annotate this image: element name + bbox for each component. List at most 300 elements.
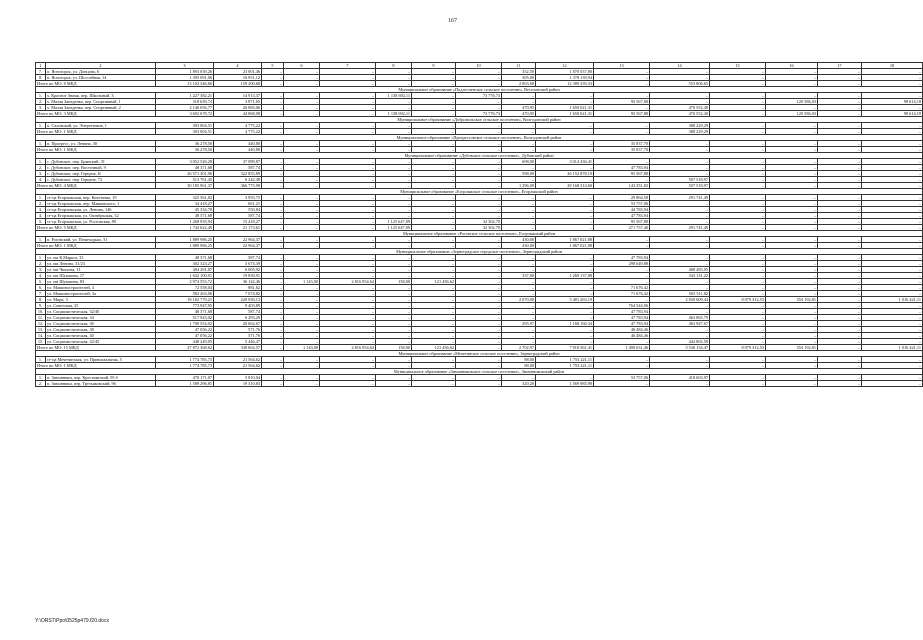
value-cell: – [456, 261, 502, 267]
value-cell: – [456, 195, 502, 201]
total-cell: – [284, 225, 320, 231]
value-cell: – [376, 207, 412, 213]
total-cell: – [502, 225, 536, 231]
total-label: Итого по МО: 15 МКД [36, 345, 156, 351]
value-cell: – [594, 273, 650, 279]
value-cell: – [862, 357, 923, 363]
value-cell: – [650, 75, 710, 81]
total-cell: – [284, 363, 320, 369]
value-cell: – [456, 375, 502, 381]
value-cell: – [502, 339, 536, 345]
value-cell: – [284, 165, 320, 171]
value-cell: – [536, 123, 594, 129]
total-cell: 338 664,57 [214, 345, 262, 351]
total-cell: 2 803,68 [502, 81, 536, 87]
value-cell: 322 855,89 [214, 171, 262, 177]
value-cell: – [456, 285, 502, 291]
value-cell: – [862, 165, 923, 171]
value-cell: – [284, 357, 320, 363]
value-cell: – [320, 207, 376, 213]
value-cell: – [536, 99, 594, 105]
value-cell: 53 757,06 [594, 375, 650, 381]
column-number: 16 [766, 63, 818, 69]
value-cell: – [320, 261, 376, 267]
value-cell: – [766, 207, 818, 213]
total-cell: – [862, 243, 923, 249]
total-cell: 1 016 421,11 [862, 345, 923, 351]
value-cell: – [456, 339, 502, 345]
total-cell: – [456, 363, 502, 369]
total-cell: 1 490 631,46 [594, 345, 650, 351]
value-cell: – [818, 285, 862, 291]
value-cell: – [862, 279, 923, 285]
total-label: Итого по МО: 1 МКД [36, 243, 156, 249]
value-cell: 29 864,58 [594, 195, 650, 201]
row-number: 12. [36, 321, 46, 327]
row-number: 5. [36, 219, 46, 225]
total-cell: – [710, 183, 766, 189]
value-cell: – [766, 165, 818, 171]
value-cell: 3 955,75 [214, 195, 262, 201]
section-title: Муниципальное образование «Дубовское сельское поселение», Дубовский район [36, 153, 923, 159]
value-cell: – [262, 255, 284, 261]
value-cell: – [766, 291, 818, 297]
value-cell: – [320, 291, 376, 297]
value-cell: – [594, 237, 650, 243]
value-cell: – [320, 285, 376, 291]
value-cell: – [818, 339, 862, 345]
value-cell: – [650, 69, 710, 75]
value-cell: 773 947,95 [156, 303, 214, 309]
column-number: 14 [650, 63, 710, 69]
value-cell: – [502, 165, 536, 171]
value-cell: – [818, 375, 862, 381]
value-cell: – [766, 315, 818, 321]
total-cell: – [284, 81, 320, 87]
value-cell: – [710, 333, 766, 339]
value-cell: – [594, 177, 650, 183]
value-cell: – [284, 141, 320, 147]
value-cell: – [710, 165, 766, 171]
row-number: 3. [36, 267, 46, 273]
value-cell: – [818, 99, 862, 105]
total-cell: – [710, 225, 766, 231]
value-cell: 2 146 656,77 [156, 105, 214, 111]
value-cell: – [376, 255, 412, 261]
address-cell: с. Дубовское, пер. Восточный, 9 [46, 165, 156, 171]
value-cell: – [262, 171, 284, 177]
value-cell: – [262, 273, 284, 279]
address-cell: ул. Социалистическая, 40 [46, 333, 156, 339]
value-cell: – [862, 159, 923, 165]
value-cell: 46 484,46 [594, 327, 650, 333]
value-cell: – [284, 177, 320, 183]
total-cell: – [412, 183, 456, 189]
value-cell: – [650, 201, 710, 207]
value-cell: 3 052 526,28 [156, 159, 214, 165]
value-cell: – [766, 357, 818, 363]
total-cell: – [502, 129, 536, 135]
value-cell: – [862, 375, 923, 381]
total-cell: – [262, 129, 284, 135]
total-cell: 470,95 [502, 111, 536, 117]
column-number: 17 [818, 63, 862, 69]
value-cell: 48 371,68 [156, 213, 214, 219]
value-cell: – [650, 219, 710, 225]
value-cell: – [710, 279, 766, 285]
total-cell: – [456, 183, 502, 189]
total-cell: – [320, 183, 376, 189]
address-cell: ст-ца Егорлыкская, пер. Маяковского, 1 [46, 201, 156, 207]
total-cell: 12 389 339,33 [536, 81, 594, 87]
value-cell: 764 544,06 [594, 303, 650, 309]
value-cell: – [456, 291, 502, 297]
total-cell: – [320, 147, 376, 153]
total-cell: 35 837,70 [594, 147, 650, 153]
total-cell: – [456, 147, 502, 153]
value-cell: – [766, 321, 818, 327]
value-cell: – [284, 267, 320, 273]
value-cell: – [376, 339, 412, 345]
total-cell: 271 757,40 [594, 225, 650, 231]
value-cell: – [862, 381, 923, 387]
value-cell: 1 569 985,98 [536, 381, 594, 387]
column-number: 5 [262, 63, 284, 69]
address-cell: п. Зимовники, пер. Крестьянский, 95 б [46, 375, 156, 381]
value-cell: – [502, 285, 536, 291]
value-cell: 158,00 [376, 279, 412, 285]
value-cell: 1 378 139,94 [536, 75, 594, 81]
value-cell: – [284, 297, 320, 303]
value-cell: – [818, 261, 862, 267]
value-cell: – [710, 237, 766, 243]
address-cell: п. Ясногорск, ул. Донцова, 6 [46, 69, 156, 75]
row-number: 8. [36, 75, 46, 81]
value-cell: – [412, 159, 456, 165]
value-cell: – [710, 315, 766, 321]
value-cell: – [284, 201, 320, 207]
value-cell: – [766, 93, 818, 99]
value-cell: – [766, 171, 818, 177]
value-cell: 298 649,88 [594, 261, 650, 267]
value-cell: – [650, 303, 710, 309]
total-cell: 1 143,00 [284, 345, 320, 351]
total-cell: – [818, 111, 862, 117]
value-cell: 550,84 [214, 207, 262, 213]
total-cell: 5 536 154,47 [650, 345, 710, 351]
column-number: 15 [710, 63, 766, 69]
value-cell: – [456, 99, 502, 105]
value-cell: – [650, 309, 710, 315]
value-cell: 15 418,27 [214, 219, 262, 225]
total-cell: 159 200,68 [214, 81, 262, 87]
value-cell: – [818, 237, 862, 243]
value-cell: – [710, 267, 766, 273]
value-cell: – [284, 69, 320, 75]
total-cell: – [862, 183, 923, 189]
value-cell: – [862, 195, 923, 201]
row-number: 2. [36, 201, 46, 207]
value-cell: – [766, 267, 818, 273]
column-number: 13 [594, 63, 650, 69]
total-cell: – [650, 243, 710, 249]
total-cell: – [376, 129, 412, 135]
value-cell: 48 371,68 [156, 309, 214, 315]
value-cell: 463 947,67 [650, 321, 710, 327]
value-cell: – [412, 273, 456, 279]
value-cell: – [594, 69, 650, 75]
value-cell: 1 395 091,06 [156, 75, 214, 81]
total-cell: 13 102 346,66 [156, 81, 214, 87]
value-cell: – [536, 279, 594, 285]
row-number: 2. [36, 261, 46, 267]
value-cell: – [710, 207, 766, 213]
value-cell: – [502, 315, 536, 321]
value-cell: – [502, 123, 536, 129]
value-cell: – [710, 219, 766, 225]
value-cell: – [376, 267, 412, 273]
row-number: 4. [36, 177, 46, 183]
value-cell: – [818, 195, 862, 201]
value-cell: – [766, 213, 818, 219]
address-cell: ул. Социалистическая, 42/45 [46, 339, 156, 345]
file-path-footer: Y:\ORST\Ppo\0525p479.f20.docx [35, 618, 109, 624]
total-cell: – [710, 243, 766, 249]
total-cell: 393 004,51 [156, 129, 214, 135]
value-cell: – [594, 357, 650, 363]
value-cell: – [262, 177, 284, 183]
value-cell: – [320, 141, 376, 147]
address-cell: х. Красное Знамя, пер. Школьный, 3 [46, 93, 156, 99]
column-number: 3 [156, 63, 214, 69]
value-cell: 26 152 878,19 [536, 171, 594, 177]
total-cell: 1 753 221,11 [536, 363, 594, 369]
value-cell: 352,50 [502, 69, 536, 75]
value-cell: – [710, 375, 766, 381]
address-cell: п. Ясногорск, ул. Шоссейная, 14 [46, 75, 156, 81]
value-cell: – [412, 99, 456, 105]
value-cell: – [284, 381, 320, 387]
value-cell: 442 802,58 [650, 339, 710, 345]
value-cell: – [412, 69, 456, 75]
total-cell: – [594, 81, 650, 87]
section-title: Муниципальное образование «Роговское сельское поселение», Егорлыкский район [36, 231, 923, 237]
value-cell: – [862, 141, 923, 147]
value-cell: – [412, 309, 456, 315]
value-cell: – [502, 279, 536, 285]
total-cell: 4 775,22 [214, 129, 262, 135]
row-number: 4. [36, 273, 46, 279]
value-cell: 587,74 [214, 309, 262, 315]
column-number: 18 [862, 63, 923, 69]
value-cell: – [766, 261, 818, 267]
value-cell: – [536, 165, 594, 171]
address-cell: п. Роговский, ул. Пешеходько, 31 [46, 237, 156, 243]
total-cell: – [710, 147, 766, 153]
value-cell: 1 125 647,09 [376, 219, 412, 225]
value-cell: – [412, 207, 456, 213]
value-cell: – [412, 381, 456, 387]
value-cell: 3 673,39 [214, 261, 262, 267]
total-cell: – [766, 129, 818, 135]
total-cell: – [262, 147, 284, 153]
value-cell: – [320, 165, 376, 171]
value-cell: – [536, 207, 594, 213]
value-cell: – [536, 303, 594, 309]
value-cell: – [766, 255, 818, 261]
value-cell: – [376, 333, 412, 339]
total-cell: – [502, 147, 536, 153]
value-cell: – [818, 75, 862, 81]
value-cell: 19 310,83 [214, 381, 262, 387]
value-cell: 295,97 [502, 321, 536, 327]
value-cell: – [650, 381, 710, 387]
value-cell: – [376, 141, 412, 147]
value-cell: – [818, 213, 862, 219]
total-cell: 143 351,82 [594, 183, 650, 189]
total-label: Итого по МО: 3 МКД [36, 111, 156, 117]
value-cell: – [536, 375, 594, 381]
total-cell: 1 296,00 [502, 183, 536, 189]
value-cell: – [818, 219, 862, 225]
value-cell: 2 974 553,72 [156, 279, 214, 285]
value-cell: – [262, 201, 284, 207]
column-number: 1 [36, 63, 46, 69]
total-cell: – [862, 129, 923, 135]
row-number: 8. [36, 297, 46, 303]
value-cell: – [376, 213, 412, 219]
value-cell: – [412, 315, 456, 321]
value-cell: – [502, 333, 536, 339]
value-cell: – [262, 297, 284, 303]
value-cell: – [376, 321, 412, 327]
total-cell: – [594, 363, 650, 369]
value-cell: – [320, 99, 376, 105]
value-cell: – [320, 255, 376, 261]
value-cell: 320,20 [502, 381, 536, 387]
value-cell: 32 302,70 [456, 219, 502, 225]
value-cell: – [862, 333, 923, 339]
value-cell: – [818, 165, 862, 171]
value-cell: – [536, 255, 594, 261]
value-cell: 448 249,05 [156, 339, 214, 345]
value-cell: – [320, 177, 376, 183]
row-number: 6. [36, 285, 46, 291]
value-cell: – [284, 303, 320, 309]
value-cell: – [818, 141, 862, 147]
total-cell: – [376, 183, 412, 189]
address-cell: ул. им Ленина, 31/23 [46, 261, 156, 267]
value-cell: – [456, 159, 502, 165]
value-cell: 35 837,70 [594, 141, 650, 147]
total-cell: – [262, 81, 284, 87]
value-cell: 23 001,46 [214, 69, 262, 75]
value-cell: – [862, 267, 923, 273]
value-cell: – [818, 207, 862, 213]
value-cell: – [818, 69, 862, 75]
value-cell: 9 403,89 [214, 303, 262, 309]
total-cell: 1 774 785,73 [156, 363, 214, 369]
value-cell: 47 056,22 [156, 333, 214, 339]
value-cell: – [412, 333, 456, 339]
value-cell: – [284, 273, 320, 279]
column-number: 4 [214, 63, 262, 69]
row-number: 1. [36, 375, 46, 381]
value-cell: – [766, 195, 818, 201]
row-number: 7. [36, 291, 46, 297]
value-cell: – [818, 255, 862, 261]
total-label: Итого по МО: 1 МКД [36, 129, 156, 135]
address-cell: ст-ца Мечетинская, ул. Привокзальная, 5 [46, 357, 156, 363]
address-cell: с. Дубовское, пер. Герцена, 73 [46, 177, 156, 183]
value-cell: – [376, 165, 412, 171]
value-cell: – [376, 315, 412, 321]
value-cell: – [710, 321, 766, 327]
total-cell: 120 586,03 [766, 111, 818, 117]
value-cell: 478 171,07 [156, 375, 214, 381]
value-cell: 1 589 296,81 [156, 381, 214, 387]
value-cell: – [412, 321, 456, 327]
total-cell: – [594, 129, 650, 135]
value-cell: 16 951,12 [214, 75, 262, 81]
section-title: Муниципальное образование «Егорлыкское сельское поселение», Егорлыкский район [36, 189, 923, 195]
row-number: 3. [36, 105, 46, 111]
value-cell: – [502, 99, 536, 105]
value-cell: 2 816 954,64 [320, 279, 376, 285]
value-cell: – [536, 195, 594, 201]
value-cell: – [594, 339, 650, 345]
value-cell: – [710, 273, 766, 279]
value-cell: – [284, 285, 320, 291]
value-cell: 1 143,00 [284, 279, 320, 285]
value-cell: – [650, 213, 710, 219]
value-cell: – [262, 99, 284, 105]
value-cell: 47 783,94 [594, 255, 650, 261]
value-cell: – [456, 213, 502, 219]
row-number: 3. [36, 207, 46, 213]
address-cell: п. Прогресс, ул. Ленина, 30 [46, 141, 156, 147]
total-cell: – [262, 363, 284, 369]
value-cell: – [320, 213, 376, 219]
value-cell: – [320, 303, 376, 309]
value-cell: – [320, 381, 376, 387]
value-cell: – [412, 165, 456, 171]
value-cell: – [262, 279, 284, 285]
value-cell: 95 567,88 [594, 219, 650, 225]
value-cell: – [456, 69, 502, 75]
total-label: Итого по МО: 5 МКД [36, 225, 156, 231]
value-cell: – [862, 213, 923, 219]
value-cell: 6 005,92 [214, 267, 262, 273]
value-cell: – [262, 75, 284, 81]
value-cell: – [766, 279, 818, 285]
value-cell: – [502, 195, 536, 201]
value-cell: – [766, 105, 818, 111]
value-cell: 291 741,49 [650, 195, 710, 201]
column-number: 2 [46, 63, 156, 69]
value-cell: – [818, 321, 862, 327]
value-cell: – [650, 93, 710, 99]
address-cell: ул. Социалистическая, 38 [46, 327, 156, 333]
value-cell: – [710, 141, 766, 147]
value-cell: – [818, 201, 862, 207]
value-cell: – [862, 285, 923, 291]
total-cell: 1 125 647,09 [376, 225, 412, 231]
section-title: Муниципальное образование «Зерноградское городское поселение», Зерноградский район [36, 249, 923, 255]
section-title: Муниципальное образование «Мечетинское сельское поселение», Зерноградский район [36, 351, 923, 357]
total-cell: – [412, 129, 456, 135]
value-cell: – [456, 237, 502, 243]
